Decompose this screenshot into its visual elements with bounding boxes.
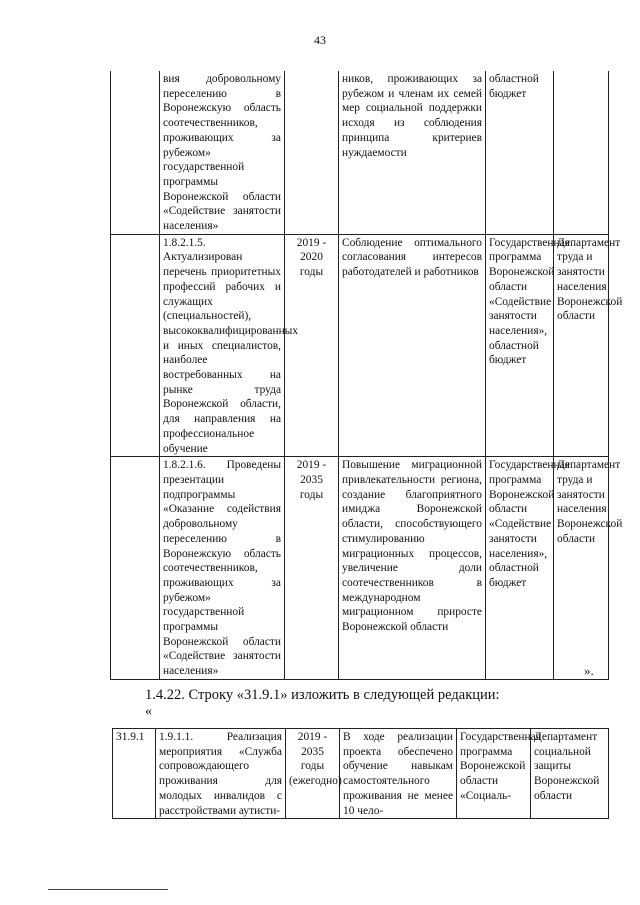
period-cell (285, 71, 339, 234)
period-cell: 2019 - 2035 годы (285, 457, 339, 680)
footer-rule (48, 889, 168, 890)
table-row (111, 71, 609, 234)
row-number-cell: 31.9.1 (113, 729, 156, 819)
responsible-cell: Департамент социальной защиты Воронежской области (531, 729, 609, 819)
table-row (111, 457, 609, 680)
result-cell: ников, проживающих за рубежом и членам их семей мер социальной поддержки исходя из соблюдения принципа критериев нуждаемости (339, 71, 486, 234)
row-number-cell (111, 457, 160, 680)
table-row (111, 234, 609, 457)
funding-cell: Государственная программа Воронежской области «Содействие занятости населения», областной бюджет (486, 457, 554, 680)
measures-table (110, 71, 623, 680)
activity-cell: 1.8.2.1.6. Проведены презентации подпрограммы «Оказание содействия добровольному переселению в Воронежскую область соотечественников, проживающих за рубежом» государственной программы Воронежской области «Содействие занятости населения» (160, 457, 285, 680)
result-cell: Повышение миграционной привлекательности региона, создание благоприятного имиджа Воронежской области, способствующего стимулированию миграционных процессов, увеличение доли соотечественников в международном миграционном приросте Воронежской области (339, 457, 486, 680)
responsible-cell: Департамент труда и занятости населения Воронежской области (554, 234, 609, 457)
page-number: 43 (314, 33, 326, 47)
funding-cell: Государственная программа Воронежской области «Содействие занятости населения», областной бюджет (486, 234, 554, 457)
activity-cell: вия добровольному переселению в Воронежскую область соотечественников, проживающих за рубежом» государственной программы Воронежской области «Содействие занятости населения» (160, 71, 285, 234)
result-cell: Соблюдение оптимального согласования интересов работодателей и работников (339, 234, 486, 457)
amended-row-table (112, 728, 609, 819)
row-number-cell (111, 234, 160, 457)
period-cell: 2019 - 2035 годы (ежегодно) (286, 729, 340, 819)
funding-cell: Государственная программа Воронежской области «Социаль- (457, 729, 531, 819)
result-cell: В ходе реализации проекта обеспечено обучение навыкам самостоятельного проживания не менее 10 чело- (340, 729, 457, 819)
amendment-instruction: 1.4.22. Строку «31.9.1» изложить в следующей редакции: (145, 687, 500, 703)
period-cell: 2019 - 2020 годы (285, 234, 339, 457)
row-number-cell (111, 71, 160, 234)
opening-quote: « (145, 704, 152, 719)
activity-cell: 1.9.1.1. Реализация мероприятия «Служба сопровождающего проживания для молодых инвалидов с расстройствами аутисти- (156, 729, 286, 819)
responsible-cell (554, 71, 609, 234)
closing-quote: ». (584, 663, 594, 678)
table-row (113, 729, 609, 819)
activity-cell: 1.8.2.1.5. Актуализирован перечень приоритетных профессий рабочих и служащих (специальностей), высококвалифицированных и иных специалистов, наиболее востребованных на рынке труда Воронежской области, для направления на профессиональное обучение (160, 234, 285, 457)
funding-cell: областной бюджет (486, 71, 554, 234)
responsible-cell: Департамент труда и занятости населения Воронежской области (554, 457, 609, 680)
